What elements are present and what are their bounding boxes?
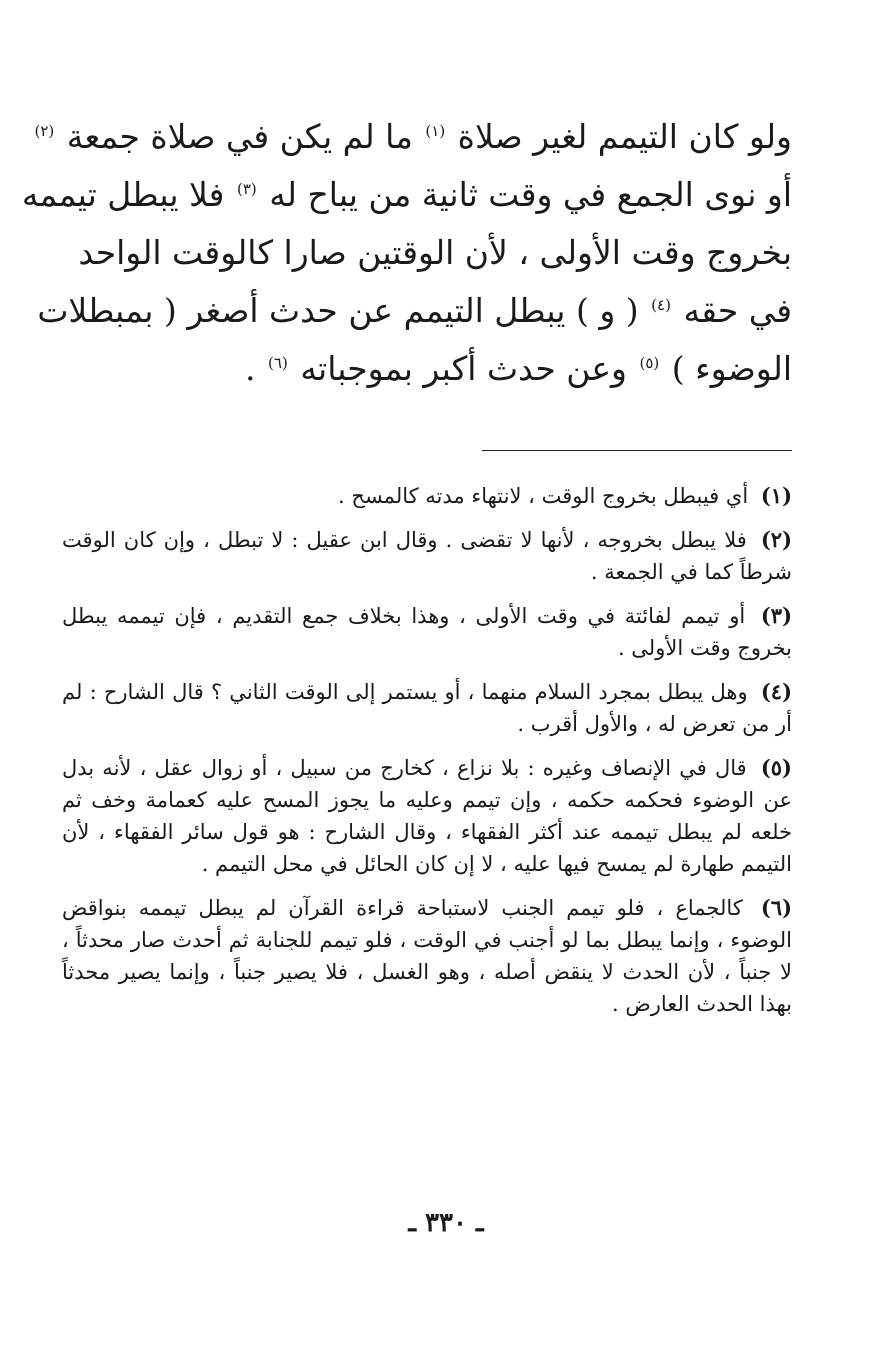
footnote — [62, 676, 792, 740]
footnote — [62, 600, 792, 664]
footnote-number: (٢) — [760, 527, 792, 552]
footnote-text: كالجماع ، فلو تيمم الجنب لاستباحة قراءة القرآن لم يبطل تيممه بنواقض الوضوء ، وإنما يبطل بما لو أجنب في الوقت ، فلو تيمم للجنابة ثم أحدث صار محدثاً ، لا جنباً ، لأن الحدث لا ينقض أصله ، وهو الغسل ، فلا يصير جنباً ، وإنما يصير محدثاً بهذا الحدث العارض . — [62, 896, 792, 1016]
footnote-number: (٤) — [760, 679, 792, 704]
main-text-segment: . — [245, 349, 256, 388]
main-text-segment: في حقه — [683, 291, 792, 330]
footnote-reference: (٣) — [236, 180, 257, 198]
main-line — [34, 108, 792, 166]
main-line — [37, 282, 792, 340]
footnote-number: (٦) — [760, 895, 792, 920]
footnote — [62, 752, 792, 880]
footnote-number: (٥) — [760, 755, 792, 780]
footnote-reference: (٥) — [639, 354, 660, 372]
footnote-reference: (٢) — [34, 122, 55, 140]
footnote-divider — [482, 450, 792, 451]
main-text-segment: ولو كان التيمم لغير صلاة — [457, 117, 792, 156]
main-line — [62, 224, 792, 282]
main-text-segment: فلا يبطل تيممه — [21, 175, 225, 214]
footnote-text: قال في الإنصاف وغيره : بلا نزاع ، كخارج من سبيل ، أو زوال عقل ، لأنه بدل عن الوضوء فحكمه حكمه ، وإن تيمم وعليه ما يجوز المسح عليه كعمامة وخف ثم خلعه لم يبطل تيممه عند أكثر الفقهاء ، وقال الشارح : هو قول سائر الفقهاء ، لأن التيمم طهارة لم يمسح فيها عليه ، لا إن كان الحائل في محل التيمم . — [62, 756, 792, 876]
footnote-reference: (١) — [425, 122, 446, 140]
footnote-text: فلا يبطل بخروجه ، لأنها لا تقضى . وقال ابن عقيل : لا تبطل ، وإن كان الوقت شرطاً كما في الجمعة . — [62, 528, 792, 584]
footnote-text: أي فيبطل بخروج الوقت ، لانتهاء مدته كالمسح . — [338, 484, 749, 508]
footnote-reference: (٤) — [651, 296, 671, 314]
main-line — [62, 340, 792, 398]
footnote — [62, 892, 792, 1020]
footnote-number: (٣) — [760, 603, 792, 628]
footnote-text: وهل يبطل بمجرد السلام منهما ، أو يستمر إلى الوقت الثاني ؟ قال الشارح : لم أر من تعرض له ، والأول أقرب . — [62, 680, 792, 736]
footnotes — [62, 480, 792, 1032]
footnote-number: (١) — [760, 483, 792, 508]
page-number: ـ ٣٣٠ ـ — [408, 1208, 484, 1238]
main-text-segment: ما لم يكن في صلاة جمعة — [66, 117, 413, 156]
main-line — [21, 166, 792, 224]
main-text-segment: بخروج وقت الأولى ، لأن الوقتين صارا كالوقت الواحد — [78, 233, 792, 272]
footnote-text: أو تيمم لفائتة في وقت الأولى ، وهذا بخلاف جمع التقديم ، فإن تيممه يبطل بخروج وقت الأولى . — [62, 604, 792, 660]
page-body — [21, 108, 792, 1016]
footnote-reference: (٦) — [268, 354, 288, 372]
main-text — [21, 108, 792, 398]
footnote — [62, 480, 792, 512]
main-text-segment: أو نوى الجمع في وقت ثانية من يباح له — [269, 175, 792, 214]
main-text-segment: ( و ) يبطل التيمم عن حدث أصغر ( بمبطلات — [37, 291, 639, 330]
main-text-segment: وعن حدث أكبر بموجباته — [300, 349, 627, 388]
main-text-segment: الوضوء ) — [671, 349, 792, 388]
footnote — [62, 524, 792, 588]
